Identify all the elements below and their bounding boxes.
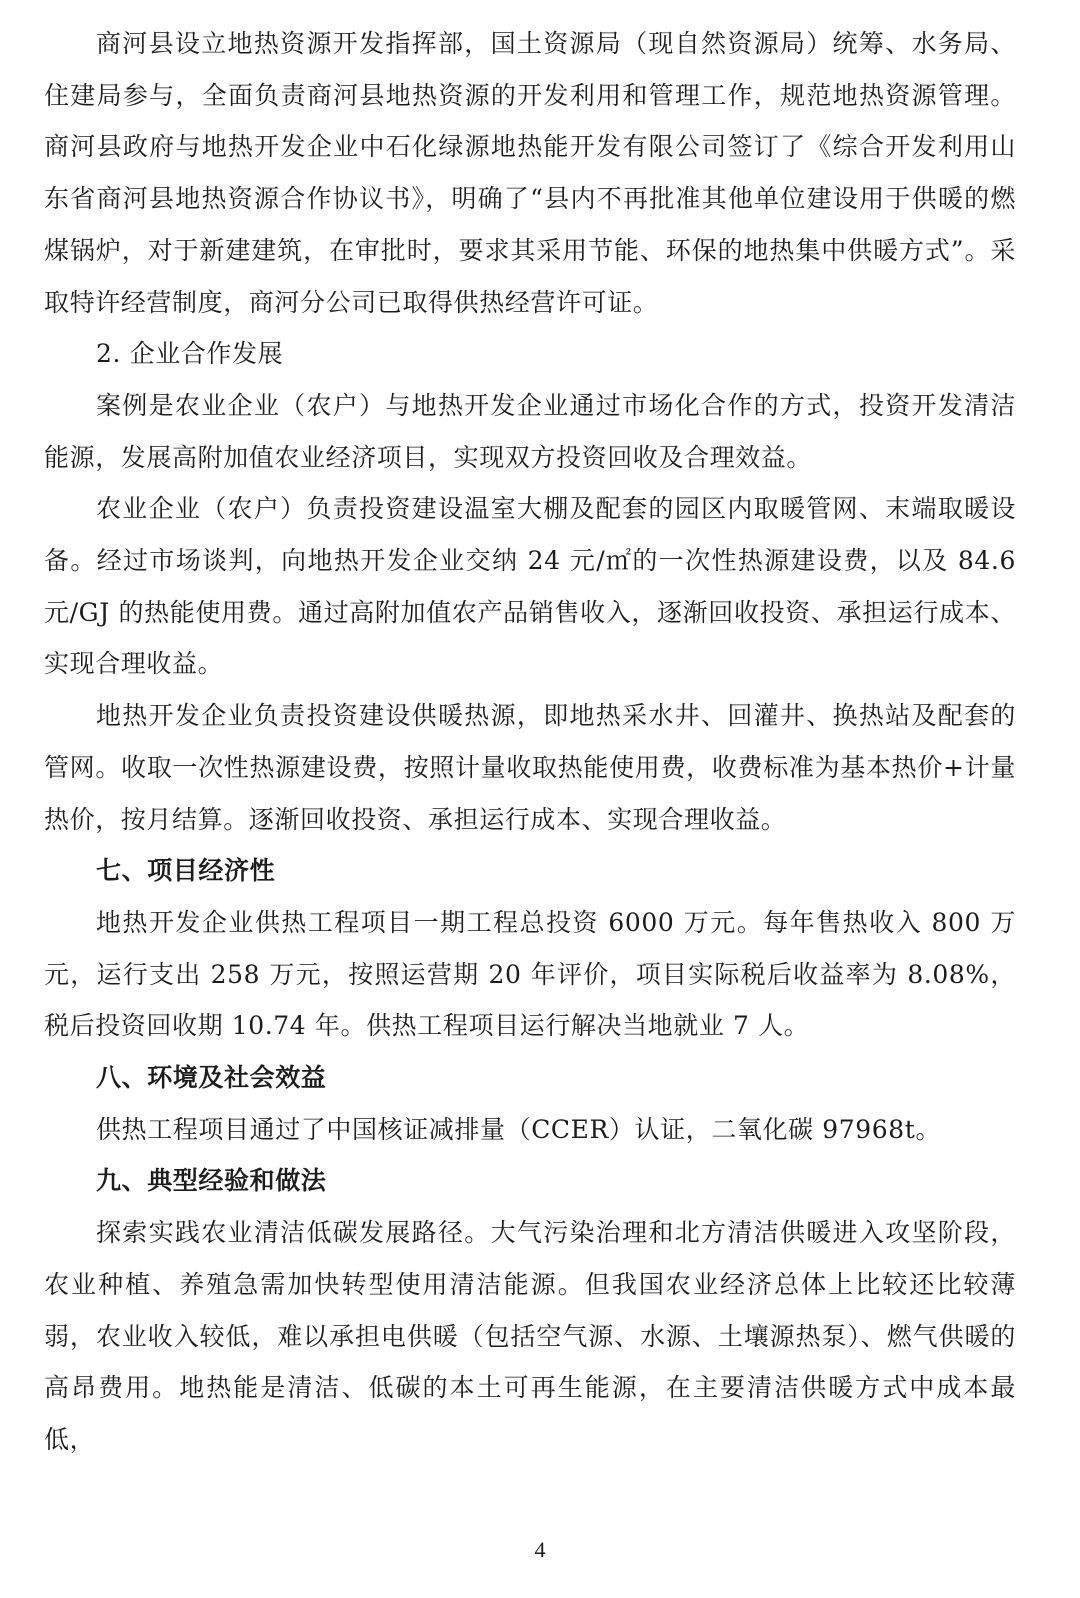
document-body [44, 18, 1016, 1466]
paragraph-management: 商河县设立地热资源开发指挥部，国土资源局（现自然资源局）统筹、水务局、住建局参与，全面负责商河县地热资源的开发利用和管理工作，规范地热资源管理。商河县政府与地热开发企业中石化绿源地热能开发有限公司签订了《综合开发利用山东省商河县地热资源合作协议书》，明确了“县内不再批准其他单位建设用于供暖的燃煤锅炉，对于新建建筑，在审批时，要求其采用节能、环保的地热集中供暖方式”。采取特许经营制度，商河分公司已取得供热经营许可证。 [44, 29, 1016, 317]
section-heading-experience: 九、典型经验和做法 [96, 1166, 327, 1196]
paragraph-economics: 地热开发企业供热工程项目一期工程总投资 6000 万元。每年售热收入 800 万元，运行支出 258 万元，按照运营期 20 年评价，项目实际税后收益率为 8.08%，税后投资回收期 10.74 年。供热工程项目运行解决当地就业 7 人。 [44, 907, 1016, 1041]
page-number: 4 [534, 1537, 546, 1562]
paragraph-environment: 供热工程项目通过了中国核证减排量（CCER）认证，二氧化碳 97968t。 [96, 1114, 942, 1144]
subheading-enterprise-cooperation: 2. 企业合作发展 [96, 339, 284, 369]
paragraph-geothermal-enterprise: 地热开发企业负责投资建设供暖热源，即地热采水井、回灌井、换热站及配套的管网。收取一次性热源建设费，按照计量收取热能使用费，收费标准为基本热价+计量热价，按月结算。逐渐回收投资、承担运行成本、实现合理收益。 [44, 701, 1016, 834]
paragraph-experience: 探索实践农业清洁低碳发展路径。大气污染治理和北方清洁供暖进入攻坚阶段，农业种植、养殖急需加快转型使用清洁能源。但我国农业经济总体上比较还比较薄弱，农业收入较低，难以承担电供暖（包括空气源、水源、土壤源热泵）、燃气供暖的高昂费用。地热能是清洁、低碳的本土可再生能源，在主要清洁供暖方式中成本最低， [44, 1218, 1016, 1454]
section-heading-economics: 七、项目经济性 [96, 856, 276, 886]
paragraph-case-intro: 案例是农业企业（农户）与地热开发企业通过市场化合作的方式，投资开发清洁能源，发展高附加值农业经济项目，实现双方投资回收及合理效益。 [44, 390, 1016, 472]
paragraph-agricultural-enterprise: 农业企业（农户）负责投资建设温室大棚及配套的园区内取暖管网、末端取暖设备。经过市场谈判，向地热开发企业交纳 24 元/㎡的一次性热源建设费，以及 84.6 元/GJ 的热能使用费。通过高附加值农产品销售收入，逐渐回收投资、承担运行成本、实现合理收益。 [44, 494, 1016, 679]
section-heading-environment: 八、环境及社会效益 [96, 1063, 327, 1093]
